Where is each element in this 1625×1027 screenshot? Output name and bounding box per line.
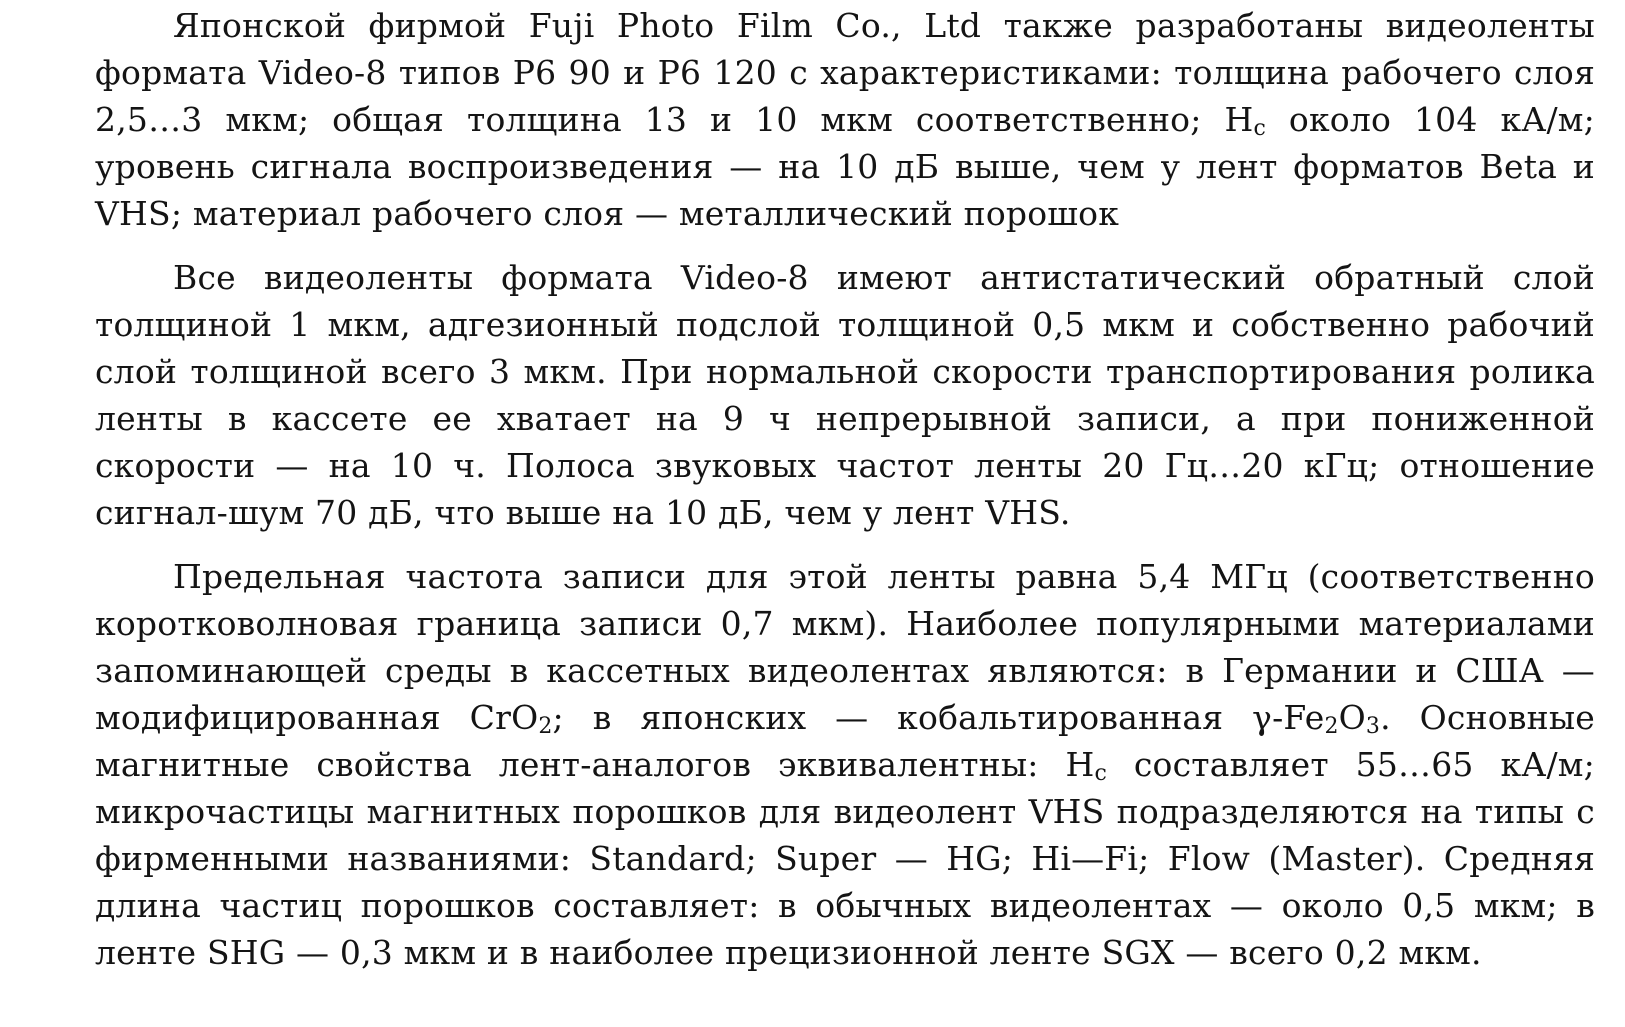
paragraph-recording-frequency: Предельная частота записи для этой ленты равна 5,4 МГц (соответственно коротковолновая граница записи 0,7 мкм). Наиболее популярными материалами запоминающей среды в кассетных видеолентах являются: в Германии и США — модифицированная CrO$_2$; в японских — кобальтированная $\gamma-Fe_2O_3$. Основные магнитные свойства лент-аналогов эквивалентны: $H_c$ составляет 55…65 кА/м; микрочастицы магнитных порошков для видеолент VHS подразделяются на типы с фирменными названиями: Standard; Super — HG; Hi—Fi; Flow (Master). Средняя длина частиц порошков составляет: в обычных видеолентах — около 0,5 мкм; в ленте SHG — 0,3 мкм и в наиболее прецизионной ленте SGX — всего 0,2 мкм. bbox=[95, 557, 1596, 972]
document-page bbox=[95, 2, 1595, 976]
paragraph-video8-layers: Все видеоленты формата Video-8 имеют антистатический обратный слой толщиной 1 мкм, адгезионный подслой толщиной 0,5 мкм и собственно рабочий слой толщиной всего 3 мкм. При нормальной скорости транспортирования ролика ленты в кассете ее хватает на 9 ч непрерывной записи, а при пониженной скорости — на 10 ч. Полоса звуковых частот ленты 20 Гц…20 кГц; отношение сигнал-шум 70 дБ, что выше на 10 дБ, чем у лент VHS. bbox=[95, 258, 1595, 532]
paragraph-fuji-tapes: Японской фирмой Fuji Photo Film Co., Ltd также разработаны видеоленты формата Video-8 типов P6 90 и P6 120 с характеристиками: толщина рабочего слоя 2,5…3 мкм; общая толщина 13 и 10 мкм соответственно; $H_c$ около 104 кА/м; уровень сигнала воспроизведения — на 10 дБ выше, чем у лент форматов Beta и VHS; материал рабочего слоя — металлический порошок bbox=[95, 6, 1595, 233]
